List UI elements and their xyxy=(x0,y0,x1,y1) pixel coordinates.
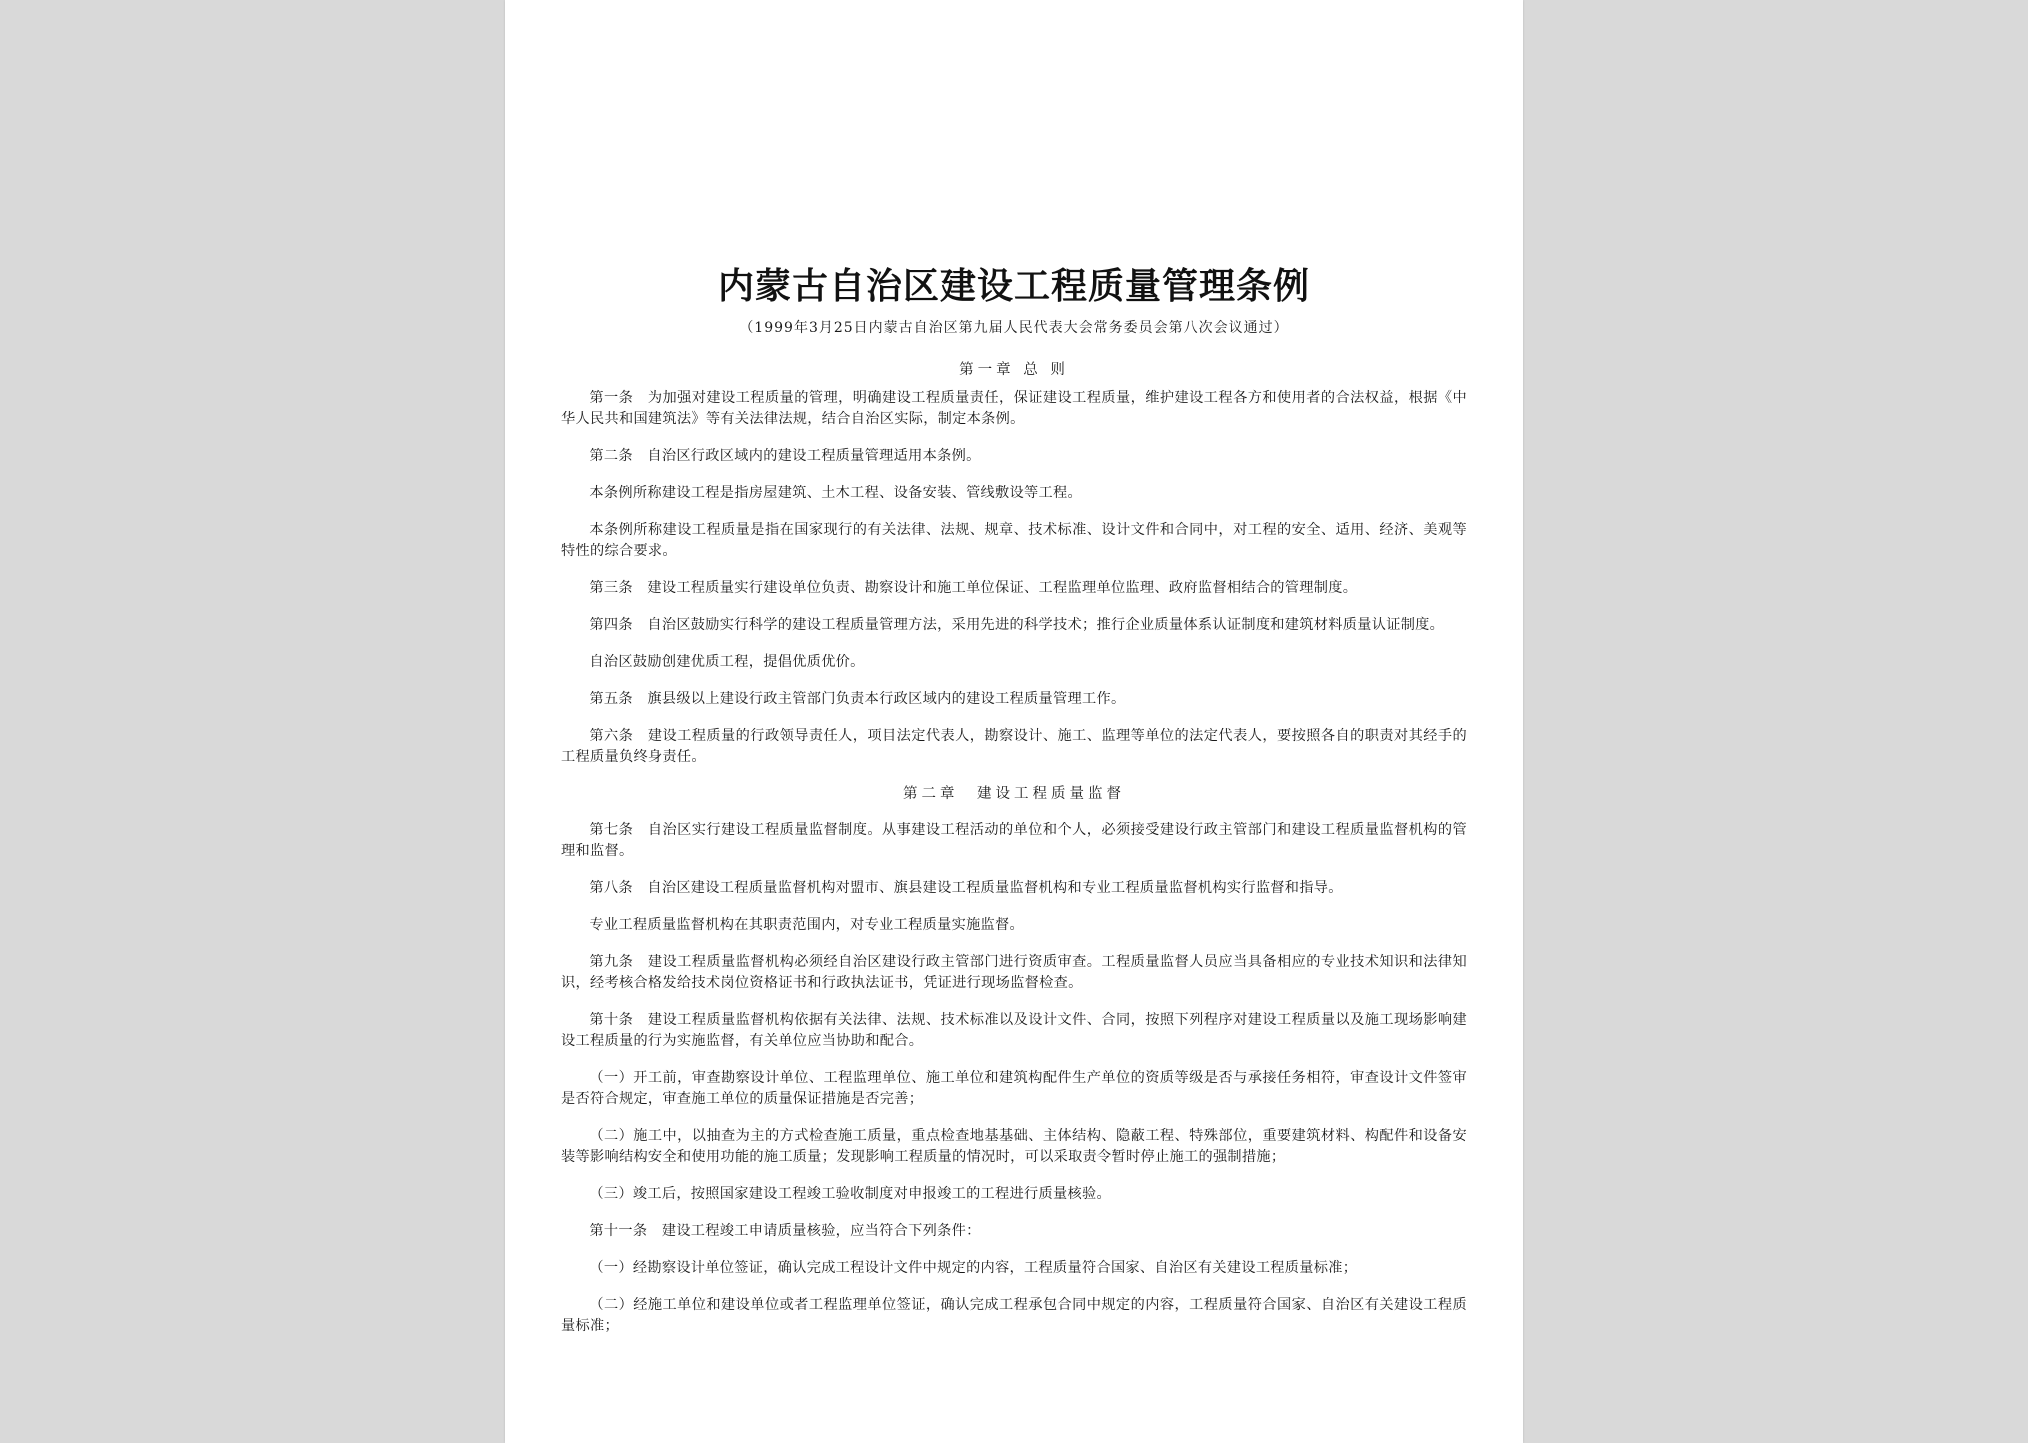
paragraph: 第七条 自治区实行建设工程质量监督制度。从事建设工程活动的单位和个人，必须接受建设行政主管部门和建设工程质量监督机构的管理和监督。 xyxy=(561,822,1467,859)
paragraph: 第十一条 建设工程竣工申请质量核验，应当符合下列条件： xyxy=(589,1223,981,1239)
document-subtitle: （1999年3月25日内蒙古自治区第九届人民代表大会常务委员会第八次会议通过） xyxy=(739,320,1289,336)
paragraph: 第八条 自治区建设工程质量监督机构对盟市、旗县建设工程质量监督机构和专业工程质量监督机构实行监督和指导。 xyxy=(589,880,1343,896)
paragraph: （三）竣工后，按照国家建设工程竣工验收制度对申报竣工的工程进行质量核验。 xyxy=(589,1186,1111,1202)
paragraph: 第六条 建设工程质量的行政领导责任人，项目法定代表人，勘察设计、施工、监理等单位的法定代表人，要按照各自的职责对其经手的工程质量负终身责任。 xyxy=(561,728,1467,765)
paragraph: 第三条 建设工程质量实行建设单位负责、勘察设计和施工单位保证、工程监理单位监理、政府监督相结合的管理制度。 xyxy=(589,580,1358,596)
paragraph: （二）经施工单位和建设单位或者工程监理单位签证，确认完成工程承包合同中规定的内容，工程质量符合国家、自治区有关建设工程质量标准； xyxy=(561,1297,1467,1334)
paragraph: （一）经勘察设计单位签证，确认完成工程设计文件中规定的内容，工程质量符合国家、自治区有关建设工程质量标准； xyxy=(589,1260,1358,1276)
paragraph: 自治区鼓励创建优质工程，提倡优质优价。 xyxy=(589,654,865,670)
paragraph: 第十条 建设工程质量监督机构依据有关法律、法规、技术标准以及设计文件、合同，按照下列程序对建设工程质量以及施工现场影响建设工程质量的行为实施监督，有关单位应当协助和配合。 xyxy=(561,1012,1467,1049)
paragraph: 专业工程质量监督机构在其职责范围内，对专业工程质量实施监督。 xyxy=(589,917,1025,933)
paragraph: 本条例所称建设工程质量是指在国家现行的有关法律、法规、规章、技术标准、设计文件和合同中，对工程的安全、适用、经济、美观等特性的综合要求。 xyxy=(561,522,1467,559)
paragraph: 第九条 建设工程质量监督机构必须经自治区建设行政主管部门进行资质审查。工程质量监督人员应当具备相应的专业技术知识和法律知识，经考核合格发给技术岗位资格证书和行政执法证书，凭证进行现场监督检查。 xyxy=(561,954,1467,991)
paragraph: 第一条 为加强对建设工程质量的管理，明确建设工程质量责任，保证建设工程质量，维护建设工程各方和使用者的合法权益，根据《中华人民共和国建筑法》等有关法律法规，结合自治区实际，制定本条例。 xyxy=(561,390,1467,427)
paragraph: （二）施工中，以抽查为主的方式检查施工质量，重点检查地基基础、主体结构、隐蔽工程、特殊部位，重要建筑材料、构配件和设备安装等影响结构安全和使用功能的施工质量；发现影响工程质量的情况时，可以采取责令暂时停止施工的强制措施； xyxy=(561,1128,1467,1165)
paragraph: 第五条 旗县级以上建设行政主管部门负责本行政区域内的建设工程质量管理工作。 xyxy=(589,691,1126,707)
paragraph: 第二条 自治区行政区域内的建设工程质量管理适用本条例。 xyxy=(589,448,981,464)
paragraph: （一）开工前，审查勘察设计单位、工程监理单位、施工单位和建筑构配件生产单位的资质等级是否与承接任务相符，审查设计文件签审是否符合规定，审查施工单位的质量保证措施是否完善； xyxy=(561,1070,1467,1107)
document-title: 内蒙古自治区建设工程质量管理条例 xyxy=(717,265,1310,307)
paragraph: 本条例所称建设工程是指房屋建筑、土木工程、设备安装、管线敷设等工程。 xyxy=(589,485,1082,501)
document-page xyxy=(505,0,1523,1443)
paragraph: 第四条 自治区鼓励实行科学的建设工程质量管理方法，采用先进的科学技术；推行企业质量体系认证制度和建筑材料质量认证制度。 xyxy=(589,617,1445,633)
document-content xyxy=(561,262,1467,1337)
chapter-heading-2: 第二章 建设工程质量监督 xyxy=(903,786,1125,802)
chapter-heading-1: 第一章 总 则 xyxy=(959,362,1069,378)
